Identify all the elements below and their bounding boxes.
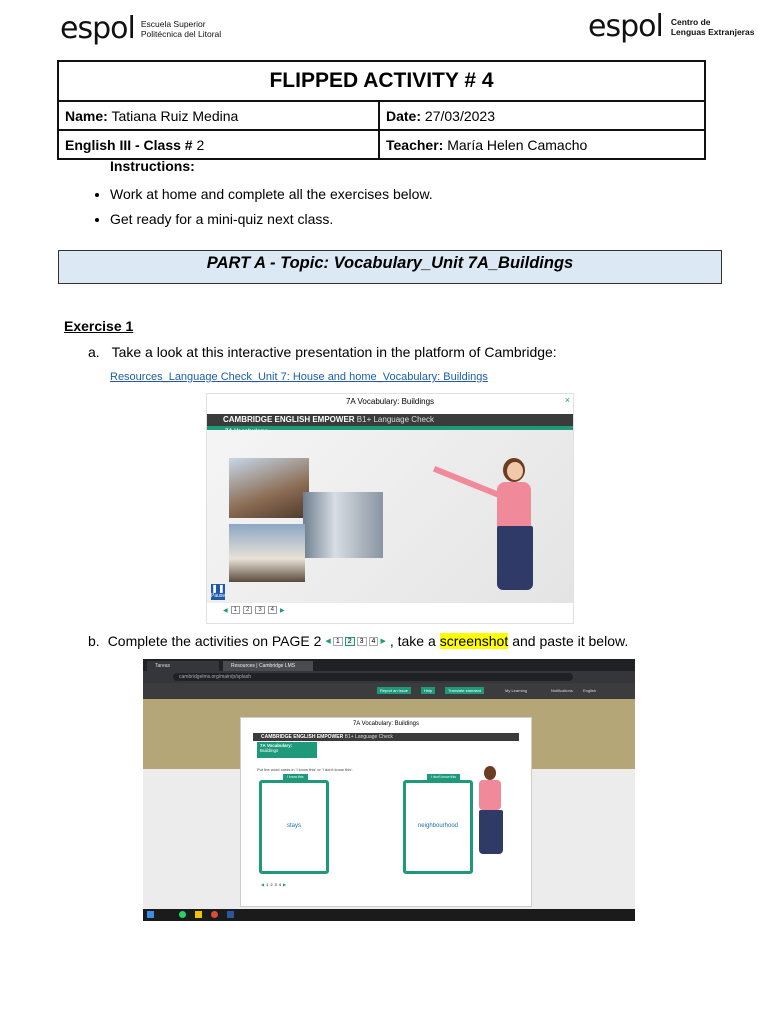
know-this-label: I know this: [283, 774, 308, 780]
notifications-link[interactable]: Notifications: [551, 688, 573, 693]
instructions-heading: Instructions:: [110, 158, 195, 174]
lms-toolbar: [143, 683, 635, 699]
prev-arrow-icon[interactable]: ◀: [223, 607, 228, 614]
presenter-skirt: [497, 526, 533, 590]
espol-logo-right: [588, 9, 755, 44]
browser-tab[interactable]: Tareas: [147, 661, 219, 671]
cle-subtitle: Centro de Lenguas Extranjeras: [670, 17, 755, 37]
exercise-heading: Exercise 1: [64, 318, 134, 334]
next-arrow-icon[interactable]: ▶: [283, 882, 287, 887]
browser-tab-bar: [143, 659, 635, 671]
espol-wordmark-right: espol: [588, 9, 663, 44]
page-4[interactable]: 4: [268, 606, 277, 614]
prev-arrow-icon[interactable]: ◀: [261, 882, 265, 887]
date-cell: Date: 27/03/2023: [379, 101, 705, 130]
espol-subtitle: Escuela Superior Politécnica del Litoral: [140, 19, 222, 39]
page-2[interactable]: 2: [243, 606, 252, 614]
folder-icon[interactable]: [195, 911, 202, 918]
espol-wordmark: espol: [60, 11, 135, 46]
list-item: • Work at home and complete all the exercises below.: [110, 186, 433, 202]
item-a: a. Take a look at this interactive presentation in the platform of Cambridge:: [88, 344, 557, 360]
part-a-title: PART A - Topic: Vocabulary_Unit 7A_Buildings: [58, 250, 722, 284]
page-1[interactable]: 1: [231, 606, 240, 614]
info-table: [57, 60, 706, 160]
activity-modal: 7A Vocabulary: Buildings CAMBRIDGE ENGLISH EMPOWER B1+ Language Check 7A Vocabulary: Buildings Put the word cards in 'I know this' or 'I don't know this'. I know this stays I don't know this neighbourhood ◀ 1 2 3 4 ▶: [240, 717, 532, 907]
prev-arrow-icon: ◀: [325, 638, 331, 645]
address-bar[interactable]: cambridgelms.org/main/p/splash: [173, 673, 573, 681]
report-issue-button[interactable]: Report an issue: [377, 687, 411, 694]
close-icon[interactable]: ×: [564, 395, 570, 405]
item-b: b. Complete the activities on PAGE 2 ◀ 1 2 3 4 ▶ , take a screenshot and paste it below.: [88, 633, 629, 649]
chalet-photo: [229, 458, 309, 518]
activity-instruction: Put the word cards in 'I know this' or 'I don't know this'.: [257, 767, 354, 772]
espol-logo-left: [60, 11, 222, 46]
windows-taskbar: [143, 909, 635, 921]
presenter-small: [479, 780, 501, 810]
highlighted-word: screenshot: [439, 633, 509, 649]
class-cell: English III - Class # 2: [58, 130, 379, 159]
translate-button[interactable]: Translate standard: [445, 687, 484, 694]
address-bar-row: [143, 671, 635, 683]
interior-photo: [229, 524, 305, 582]
completed-activity-screenshot: [143, 659, 635, 921]
chrome-icon[interactable]: [211, 911, 218, 918]
tower-photo: [303, 492, 383, 558]
window-title: 7A Vocabulary: Buildings: [345, 397, 435, 406]
teacher-cell: Teacher: María Helen Camacho: [379, 130, 705, 159]
word-card-right[interactable]: neighbourhood: [403, 780, 473, 874]
word-card-left[interactable]: stays: [259, 780, 329, 874]
language-select[interactable]: English: [583, 688, 597, 693]
help-button[interactable]: Help: [421, 687, 435, 694]
instructions-list: [88, 186, 433, 236]
pause-button[interactable]: ❚❚ Pause: [211, 584, 226, 599]
windows-start-icon[interactable]: [147, 911, 154, 918]
word-icon[interactable]: [227, 911, 234, 918]
modal-title: 7A Vocabulary: Buildings: [352, 721, 420, 727]
presenter-shirt: [497, 482, 531, 528]
presentation-screenshot: [206, 393, 574, 624]
brand-bar: CAMBRIDGE ENGLISH EMPOWER B1+ Language Check: [207, 414, 573, 426]
page-navigator-small: ◀ 1 2 3 4 ▶: [261, 882, 287, 887]
whatsapp-icon[interactable]: [179, 911, 186, 918]
browser-tab[interactable]: Resources | Cambridge LMS: [223, 661, 313, 671]
cambridge-resource-link[interactable]: Resources_Language Check_Unit 7: House and home_Vocabulary: Buildings: [110, 371, 488, 383]
dont-know-this-label: I don't know this: [427, 774, 460, 780]
my-learning-link[interactable]: My Learning: [505, 688, 528, 693]
name-cell: Name: Tatiana Ruiz Medina: [58, 101, 379, 130]
page-3[interactable]: 3: [255, 606, 264, 614]
next-arrow-icon: ▶: [380, 638, 386, 645]
presenter-face: [507, 462, 523, 480]
next-arrow-icon[interactable]: ▶: [280, 607, 285, 614]
activity-title: FLIPPED ACTIVITY # 4: [58, 61, 705, 101]
list-item: • Get ready for a mini-quiz next class.: [110, 211, 433, 227]
page-navigator: [223, 606, 285, 614]
inline-page-navigator: ◀ 1 2 3 4 ▶: [325, 637, 386, 645]
